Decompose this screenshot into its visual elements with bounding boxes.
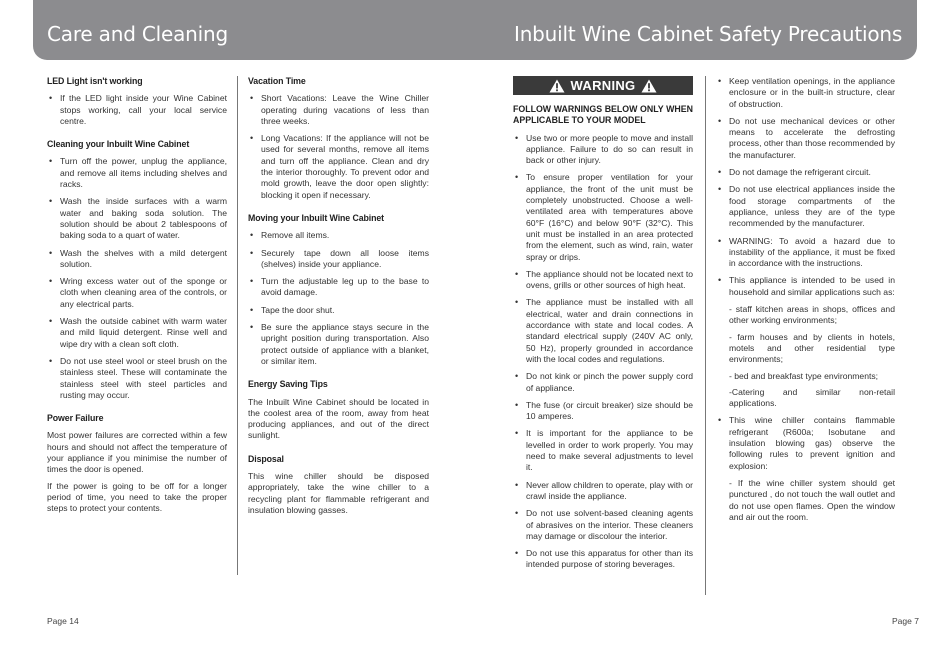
care-column-2 (248, 76, 429, 528)
list-item: • Use two or more people to move and install appliance. Failure to do so can result in back or other injury. (513, 133, 693, 167)
bullet-list (716, 76, 895, 298)
page-number-right: Page 7 (892, 616, 919, 626)
list-item: • WARNING: To avoid a hazard due to instability of the appliance, it must be fixed in accordance with the instructions. (716, 236, 895, 270)
sub-item: - farm houses and by clients in hotels, motels and other residential type environments; (729, 331, 895, 365)
warning-triangle-icon (549, 79, 565, 93)
paragraph: If the power is going to be off for a longer period of time, you need to take the proper steps to protect your contents. (47, 480, 227, 514)
section-heading: Cleaning your Inbuilt Wine Cabinet (47, 139, 190, 150)
section-heading: Vacation Time (248, 76, 306, 86)
warning-label: WARNING (570, 77, 636, 93)
bullet-list (47, 156, 227, 401)
sub-item: - staff kitchen areas in shops, offices and other working environments; (729, 304, 895, 326)
bullet-list (47, 93, 227, 127)
section-heading: Energy Saving Tips (248, 379, 328, 390)
energy-section (248, 379, 429, 441)
list-item: • Wash the inside surfaces with a warm water and baking soda solution. The solution should be about 2 tablespoons of baking soda to a quart of water. (47, 196, 227, 241)
paragraph: The Inbuilt Wine Cabinet should be located in the coolest area of the room, away from heat producing appliances, and out of the direct sunlight. (248, 396, 429, 441)
column-divider (705, 76, 706, 595)
vacation-section (248, 76, 429, 201)
right-page-title: Inbuilt Wine Cabinet Safety Precautions (514, 22, 903, 46)
list-item: • The appliance must be installed with all electrical, water and drain connections in accordance with state and local codes. A standard electrical supply (240V AC only, 50 Hz), properly grounded in accordance with the local codes and regulations. (513, 297, 693, 365)
list-item: • This appliance is intended to be used in household and similar applications such as: (716, 275, 895, 298)
bullet-list (513, 133, 693, 571)
list-item: • This wine chiller contains flammable refrigerant (R600a; Isobutane and insulation blowing gas) observe the following rules to prevent ignition and explosion: (716, 415, 895, 471)
power-failure-section (47, 413, 227, 514)
list-item: • Short Vacations: Leave the Wine Chiller operating during vacations of less than three weeks. (248, 93, 429, 127)
paragraph: This wine chiller should be disposed appropriately, take the wine chiller to a recycling plant for flammable refrigerant and insulation blowing gasses. (248, 471, 429, 515)
warning-banner (513, 76, 693, 95)
list-item: • To ensure proper ventilation for your appliance, the front of the unit must be completely unobstructed. Choose a well-ventilated area with temperatures above 60°F (16°C) and below 90°F (32°C). This unit must be installed in an area protected from the element, such as wind, rain, water spray or drips. (513, 172, 693, 262)
list-item: • Keep ventilation openings, in the appliance enclosure or in the built-in structure, clear of obstruction. (716, 76, 895, 110)
cleaning-section (47, 139, 227, 401)
bullet-list (248, 230, 429, 367)
list-item: • Do not kink or pinch the power supply cord of appliance. (513, 371, 693, 394)
list-item: • Do not use solvent-based cleaning agents of abrasives on the interior. These cleaners may damage or discolour the interior. (513, 508, 693, 542)
care-column-1 (47, 76, 227, 527)
sub-item: - If the wine chiller system should get punctured , do not touch the wall outlet and do not use open flames. Open the window and air out the room. (729, 477, 895, 522)
list-item: • Never allow children to operate, play with or crawl inside the appliance. (513, 480, 693, 503)
list-item: • Long Vacations: If the appliance will not be used for several months, remove all items and turn off the appliance. Clean and dry the interior thoroughly. To prevent odor and mold growth, leave the door open slightly: blocking it open if necessary. (248, 133, 429, 201)
list-item: • Do not use electrical appliances inside the food storage compartments of the appliance, unless they are of the type recommended by the manufacturer. (716, 184, 895, 229)
section-heading: Moving your Inbuilt Wine Cabinet (248, 212, 384, 223)
list-item: • Wash the outside cabinet with warm water and mild liquid detergent. Rinse well and wipe dry with a clean soft cloth. (47, 316, 227, 350)
disposal-section (248, 454, 429, 516)
page-number-left: Page 14 (47, 616, 79, 626)
bullet-list (716, 415, 895, 471)
list-item: • It is important for the appliance to be levelled in order to work properly. You may need to make several adjustments to level it. (513, 428, 693, 473)
list-item: • Do not damage the refrigerant circuit. (716, 167, 895, 178)
list-item: • The appliance should not be located next to ovens, grills or other sources of high heat. (513, 269, 693, 292)
list-item: • If the LED light inside your Wine Cabinet stops working, call your local service centre. (47, 93, 227, 127)
left-page-title: Care and Cleaning (47, 22, 228, 46)
paragraph: Most power failures are corrected within a few hours and should not affect the temperature of your appliance if you minimise the number of times the door is opened. (47, 430, 227, 475)
safety-column-1 (513, 76, 693, 577)
list-item: • Securely tape down all loose items (shelves) inside your appliance. (248, 248, 429, 271)
list-item: • The fuse (or circuit breaker) size should be 10 amperes. (513, 400, 693, 423)
section-heading: Power Failure (47, 413, 104, 424)
bullet-list (248, 93, 429, 201)
list-item: • Remove all items. (248, 230, 429, 241)
moving-section (248, 213, 429, 367)
warning-triangle-icon (641, 79, 657, 93)
section-heading: LED Light isn't working (47, 76, 143, 86)
section-heading: Disposal (248, 453, 284, 464)
follow-warnings-heading: FOLLOW WARNINGS BELOW ONLY WHEN APPLICABLE TO YOUR MODEL (513, 104, 693, 126)
list-item: • Tape the door shut. (248, 305, 429, 316)
sub-item: -Catering and similar non-retail applications. (729, 386, 895, 409)
list-item: • Do not use mechanical devices or other means to accelerate the defrosting process, other than those recommended by the manufacturer. (716, 116, 895, 161)
list-item: • Turn the adjustable leg up to the base to avoid damage. (248, 276, 429, 299)
led-section (47, 76, 227, 127)
safety-column-2 (716, 76, 895, 528)
list-item: • Wring excess water out of the sponge or cloth when cleaning area of the controls, or any electrical parts. (47, 276, 227, 310)
sub-item: - bed and breakfast type environments; (729, 370, 879, 381)
list-item: • Do not use this apparatus for other than its intended purpose of storing beverages. (513, 548, 693, 571)
list-item: • Be sure the appliance stays secure in the upright position during transportation. Also protect outside of appliance with a blanket, or similar item. (248, 322, 429, 367)
list-item: • Turn off the power, unplug the appliance, and remove all items including shelves and racks. (47, 156, 227, 190)
list-item: • Do not use steel wool or steel brush on the stainless steel. These will contaminate the stainless steel with steel particles and rusting may occur. (47, 356, 227, 401)
list-item: • Wash the shelves with a mild detergent solution. (47, 248, 227, 271)
column-divider (237, 76, 238, 575)
